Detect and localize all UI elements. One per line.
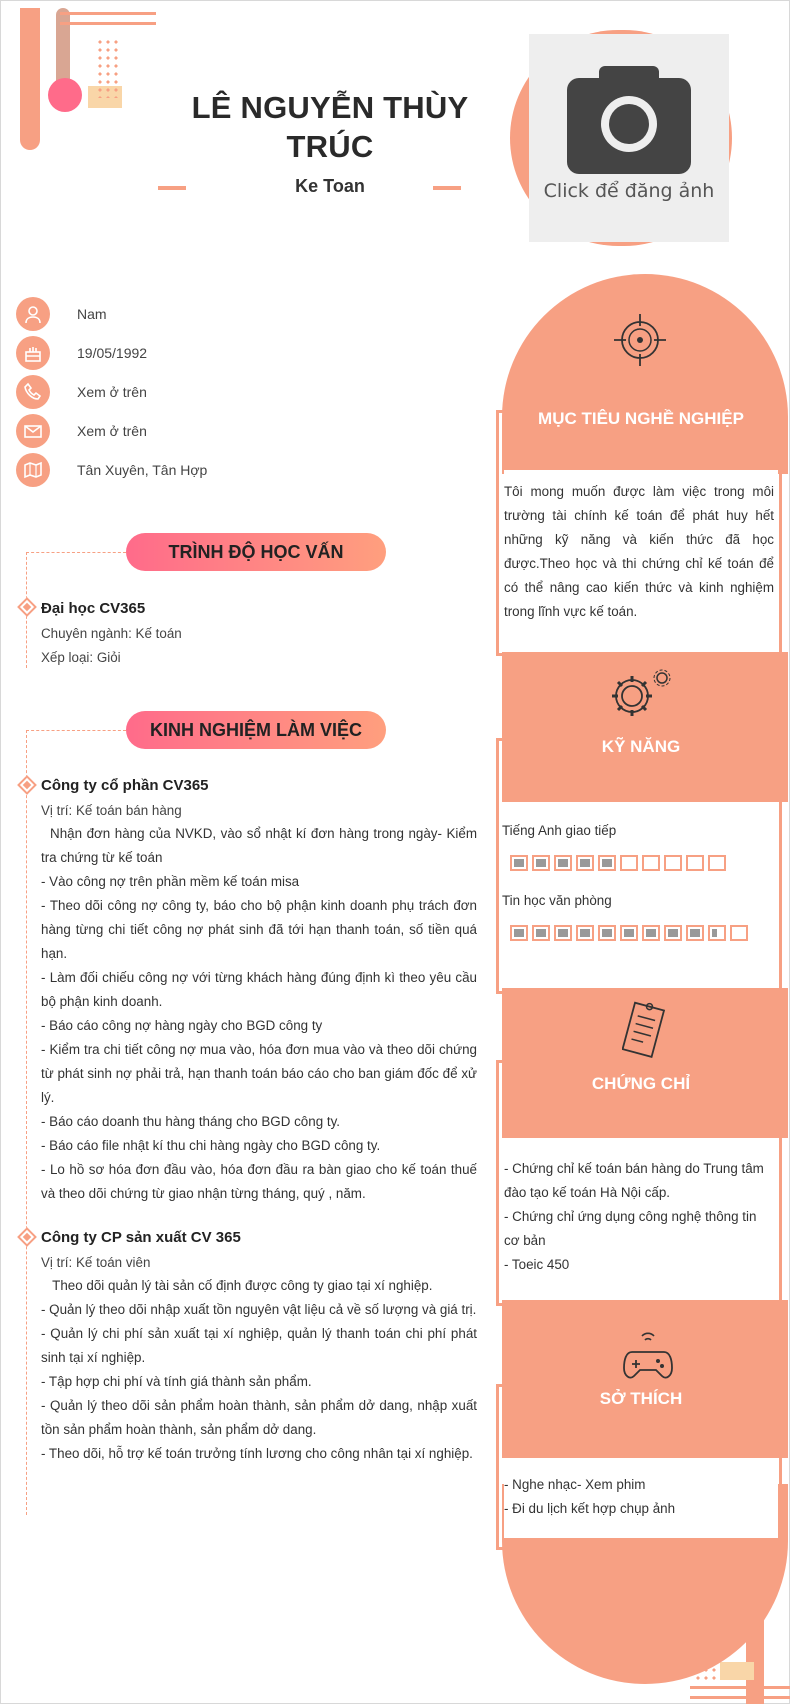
job-1-position: Vị trí: Kế toán bán hàng — [41, 803, 182, 818]
job-2-line: - Quản lý theo dõi sản phẩm hoàn thành, sản phẩm dở dang, nhập xuất tồn sản phẩm hoàn thành, sản phẩm dở dang. — [41, 1398, 477, 1437]
candidate-name — [170, 88, 490, 166]
photo-upload-label[interactable]: Click để đăng ảnh — [543, 180, 715, 202]
job-1-line: - Theo dõi công nợ công ty, báo cho bộ phận kinh doanh phụ trách đơn hàng từng chi tiết công nợ phát sinh đã tới hạn thanh toán, số tiền quá hạn. — [41, 898, 477, 961]
map-icon — [16, 453, 50, 487]
hobby-item: - Nghe nhạc- Xem phim — [504, 1477, 646, 1492]
job-1-line: - Làm đối chiếu công nợ với từng khách hàng đúng định kì theo yêu cầu bộ phận kinh doanh. — [41, 970, 477, 1009]
skill-2-bar — [510, 925, 748, 941]
hobbies-list — [504, 1473, 774, 1521]
job-2-line: Theo dõi quản lý tài sản cố định được công ty giao tại xí nghiệp. — [41, 1278, 433, 1293]
job-2-company: Công ty CP sản xuất CV 365 — [41, 1229, 241, 1246]
experience-section-title: KINH NGHIỆM LÀM VIỆC — [126, 711, 386, 749]
skill-1-segment — [664, 855, 682, 871]
job-1-line: - Báo cáo file nhật kí thu chi hàng ngày cho BGD công ty. — [41, 1138, 381, 1153]
contact-birthday — [16, 336, 147, 370]
job-2-line: - Theo dõi, hỗ trợ kế toán trưởng tính lương cho công nhân tại xí nghiệp. — [41, 1446, 473, 1461]
job-2-line: - Tập hợp chi phí và tính giá thành sản phẩm. — [41, 1374, 312, 1389]
skill-2-segment — [598, 925, 616, 941]
certificate-item: - Chứng chỉ kế toán bán hàng do Trung tâm đào tạo kế toán Hà Nội cấp. — [504, 1161, 764, 1200]
job-1-line: - Kiểm tra chi tiết công nợ mua vào, hóa đơn mua vào và theo dõi chứng từ phát sinh nợ phải trả, hạn thanh toán báo cáo cho ban giám đốc để xử lý. — [41, 1042, 477, 1105]
skill-2-segment — [576, 925, 594, 941]
contact-address — [16, 453, 207, 487]
decoration-top-left — [0, 0, 170, 150]
contact-phone-text: Xem ở trên — [77, 384, 147, 400]
hobbies-section-title: SỞ THÍCH — [599, 1389, 683, 1408]
contact-email-text: Xem ở trên — [77, 423, 147, 439]
role-dash-left — [158, 186, 186, 190]
certificate-item: - Chứng chỉ ứng dụng công nghệ thông tin cơ bản — [504, 1209, 757, 1248]
job-1-line: - Báo cáo doanh thu hàng tháng cho BGD công ty. — [41, 1114, 341, 1129]
contact-birthday-text: 19/05/1992 — [77, 345, 148, 361]
job-2-line: - Quản lý theo dõi nhập xuất tồn nguyên vật liệu cả về số lượng và giá trị. — [41, 1302, 477, 1317]
objective-text: Tôi mong muốn được làm việc trong môi trường tài chính kế toán để phát huy hết những kỹ năng và kiến thức đã học được.Theo học và thi chứng chỉ kế toán để có thể nâng cao kiến thức và kinh nghiệm trong lĩnh vực kế toán. — [504, 484, 774, 619]
skills-section-title: KỸ NĂNG — [601, 737, 681, 756]
skill-2-segment — [686, 925, 704, 941]
contact-email — [16, 414, 147, 448]
job-1-description — [41, 822, 481, 1206]
skill-1-name: Tiếng Anh giao tiếp — [502, 823, 617, 838]
skill-2-segment — [532, 925, 550, 941]
cake-icon — [16, 336, 50, 370]
skill-1-segment — [576, 855, 594, 871]
certificates-list — [504, 1157, 774, 1277]
skill-2-segment — [708, 925, 726, 941]
gear-icon — [604, 664, 674, 724]
mail-icon — [16, 414, 50, 448]
job-1-line: - Lo hồ sơ hóa đơn đầu vào, hóa đơn đầu ra bàn giao cho kế toán thuế và theo dõi chứng từ giao nhận từng tháng, quý , năm. — [41, 1162, 477, 1201]
education-major: Chuyên ngành: Kế toán — [41, 626, 182, 641]
name-line-2: TRÚC — [286, 129, 374, 164]
skill-1-bar — [510, 855, 726, 871]
job-1-line: - Báo cáo công nợ hàng ngày cho BGD công ty — [41, 1018, 323, 1033]
education-grade: Xếp loại: Giỏi — [41, 650, 121, 665]
skill-1-segment — [620, 855, 638, 871]
job-1-line: - Vào công nợ trên phần mềm kế toán misa — [41, 874, 300, 889]
job-title: Ke Toan — [295, 176, 365, 196]
job-1-company: Công ty cổ phần CV365 — [41, 777, 209, 794]
target-icon — [612, 312, 668, 368]
person-icon — [16, 297, 50, 331]
certificate-item: - Toeic 450 — [504, 1257, 570, 1272]
skill-2-segment — [730, 925, 748, 941]
job-2-description — [41, 1274, 477, 1466]
experience-timeline — [26, 730, 27, 1515]
experience-connector — [26, 730, 126, 731]
job-2-position: Vị trí: Kế toán viên — [41, 1255, 151, 1270]
skill-2-segment — [554, 925, 572, 941]
skill-2-name: Tin học văn phòng — [502, 893, 612, 908]
name-line-1: LÊ NGUYỄN THÙY — [191, 90, 469, 125]
skill-1-segment — [510, 855, 528, 871]
contact-gender — [16, 297, 107, 331]
education-school: Đại học CV365 — [41, 600, 146, 617]
role-dash-right — [433, 186, 461, 190]
contact-gender-text: Nam — [77, 306, 107, 322]
camera-icon — [567, 62, 691, 174]
skill-1-segment — [554, 855, 572, 871]
education-connector — [26, 552, 126, 553]
contact-phone — [16, 375, 147, 409]
job-2-line: - Quản lý chi phí sản xuất tại xí nghiệp, quản lý thanh toán chi phí phát sinh tại xí nghiệp. — [41, 1326, 477, 1365]
photo-upload[interactable] — [529, 34, 729, 242]
skill-1-segment — [532, 855, 550, 871]
skill-2-segment — [620, 925, 638, 941]
skill-2-segment — [642, 925, 660, 941]
skill-1-segment — [686, 855, 704, 871]
gamepad-icon — [622, 1330, 674, 1384]
contact-address-text: Tân Xuyên, Tân Hợp — [77, 462, 208, 478]
phone-icon — [16, 375, 50, 409]
objective-section-title: MỤC TIÊU NGHỀ NGHIỆP — [538, 409, 744, 428]
job-1-line: Nhận đơn hàng của NVKD, vào sổ nhật kí đơn hàng trong ngày- Kiểm tra chứng từ kế toán — [41, 826, 481, 865]
document-icon — [622, 1000, 666, 1062]
skill-1-segment — [642, 855, 660, 871]
skill-2-segment — [510, 925, 528, 941]
certificates-section-title: CHỨNG CHỈ — [591, 1074, 691, 1093]
hobby-item: - Đi du lịch kết hợp chụp ảnh — [504, 1501, 676, 1516]
skill-1-segment — [598, 855, 616, 871]
education-section-title: TRÌNH ĐỘ HỌC VẤN — [126, 533, 386, 571]
skill-1-segment — [708, 855, 726, 871]
skill-2-segment — [664, 925, 682, 941]
